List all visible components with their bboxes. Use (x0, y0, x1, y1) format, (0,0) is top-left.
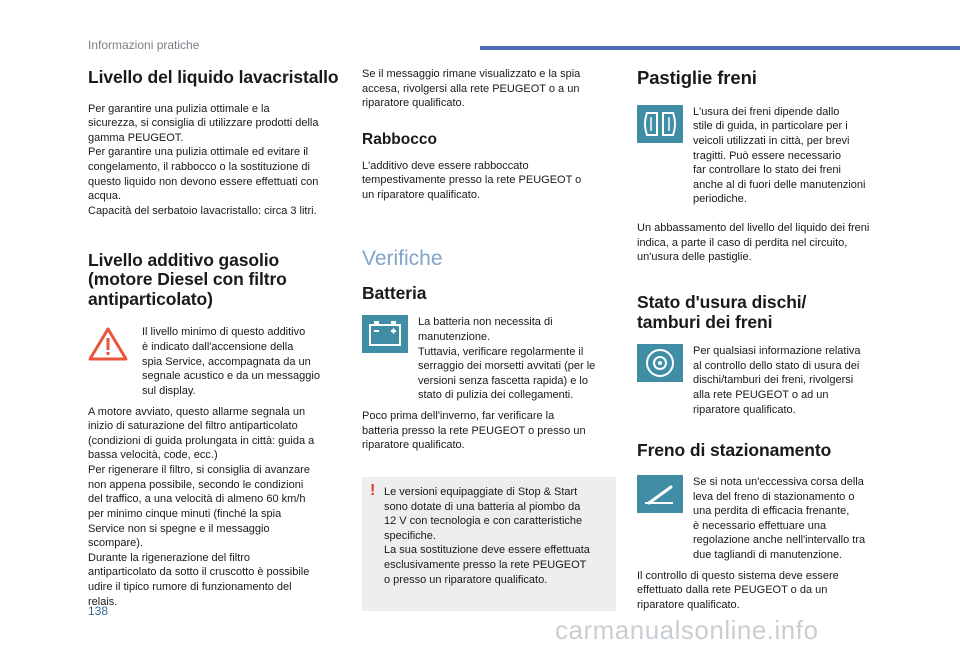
batteria-title: Batteria (362, 282, 427, 303)
stazionamento-icon-text: Se si nota un'eccessiva corsa della leva del freno di stazionamento o una perdita di efficacia frenante, è necessario effettuare una regolazione anche nell'intervallo tra due tagliandi di manutenzione. (693, 475, 866, 561)
pastiglie-text: Un abbassamento del livello del liquido dei freni indica, a parte il caso di perdita nel circuito, un'usura delle pastiglie. (637, 222, 870, 264)
column-right (637, 62, 885, 613)
stazionamento-title: Freno di stazionamento (637, 440, 832, 461)
brake-disc-icon (637, 344, 683, 382)
battery-icon (362, 315, 408, 353)
watermark: carmanualsonline.info (555, 615, 819, 645)
column-middle (362, 62, 616, 611)
diesel-warning (88, 325, 340, 398)
exclamation-icon: ! (370, 481, 376, 499)
stazionamento-text: Il controllo di questo sistema deve essere effettuato dalla rete PEUGEOT o da un riparatore qualificato. (637, 569, 839, 611)
batteria-icon-text: La batteria non necessita di manutenzione. Tuttavia, verificare regolarmente il serraggio dei morsetti avvitati (per le versioni senza fascetta rapida) e lo stato di pulizia dei collegamenti. (418, 316, 596, 402)
stop-start-note-text: Le versioni equipaggiate di Stop & Start sono dotate di una batteria al piombo da 12 V con tecnologia e con caratteristiche specifiche. La sua sostituzione deve essere effettuata esclusivamente presso la rete PEUGEOT o presso un riparatore qualificato. (384, 485, 590, 586)
washer-text: Per garantire una pulizia ottimale e la sicurezza, si consiglia di utilizzare prodotti della gamma PEUGEOT. Per garantire una pulizia ottimale ed evitare il congelamento, il rabbocco o la sostituzione di questo liquido non devono essere effettuati con acqua. Capacità del serbatoio lavacristallo: circa 3 litri. (88, 102, 319, 217)
dischi-title: Stato d'usura dischi/ tamburi dei freni (637, 291, 807, 332)
verifiche-title: Verifiche (362, 246, 443, 270)
diesel-text: A motore avviato, questo allarme segnala un inizio di saturazione del filtro antiparticolato (condizioni di guida prolungata in città: guida a bassa velocità, code, ecc.) Per rigenerare il filtro, si consiglia di avanzare non appena possibile, secondo le condizioni del traffico, a una velocità di almeno 60 km/h per minimo cinque minuti (finché la spia Service non si spegne e il messaggio scompare). Durante la rigenerazione del filtro antiparticolato da sotto il cruscotto è possibile udire il tipico rumore di funzionamento del relais. (88, 405, 315, 608)
warning-triangle-icon (88, 327, 132, 366)
column-left (88, 62, 340, 609)
section-header: Informazioni pratiche (88, 38, 200, 52)
washer-title: Livello del liquido lavacristallo (88, 67, 339, 87)
stop-start-note (362, 477, 616, 611)
pastiglie-title: Pastiglie freni (637, 67, 757, 88)
brake-pads-icon (637, 105, 683, 143)
batteria-text: Poco prima dell'inverno, far verificare la batteria presso la rete PEUGEOT o presso un riparatore qualificato. (362, 410, 586, 452)
rabbocco-title: Rabbocco (362, 130, 437, 148)
message-intro: Se il messaggio rimane visualizzato e la spia accesa, rivolgersi alla rete PEUGEOT o a un riparatore qualificato. (362, 68, 581, 110)
dischi-info (637, 344, 885, 417)
rabbocco-text: L'additivo deve essere rabboccato tempestivamente presso la rete PEUGEOT o un riparatore qualificato. (362, 159, 582, 201)
diesel-warning-text: Il livello minimo di questo additivo è indicato dall'accensione della spia Service, accompagnata da un segnale acustico e da un messaggio sul display. (142, 326, 320, 397)
parking-brake-icon (637, 475, 683, 513)
pastiglie-icon-text: L'usura dei freni dipende dallo stile di guida, in particolare per i veicoli utilizzati in città, per brevi tragitti. Può essere necessario far controllare lo stato dei freni anche al di fuori delle manutenzioni periodiche. (693, 105, 866, 206)
batteria-info (362, 315, 616, 403)
header-bar (480, 46, 960, 50)
pastiglie-info (637, 105, 885, 207)
diesel-title: Livello additivo gasolio (motore Diesel con filtro antiparticolato) (88, 249, 287, 309)
stazionamento-info (637, 475, 885, 563)
dischi-icon-text: Per qualsiasi informazione relativa al controllo dello stato di usura dei dischi/tamburi dei freni, rivolgersi alla rete PEUGEOT o ad un riparatore qualificato. (693, 345, 861, 416)
page-number: 138 (88, 604, 109, 618)
